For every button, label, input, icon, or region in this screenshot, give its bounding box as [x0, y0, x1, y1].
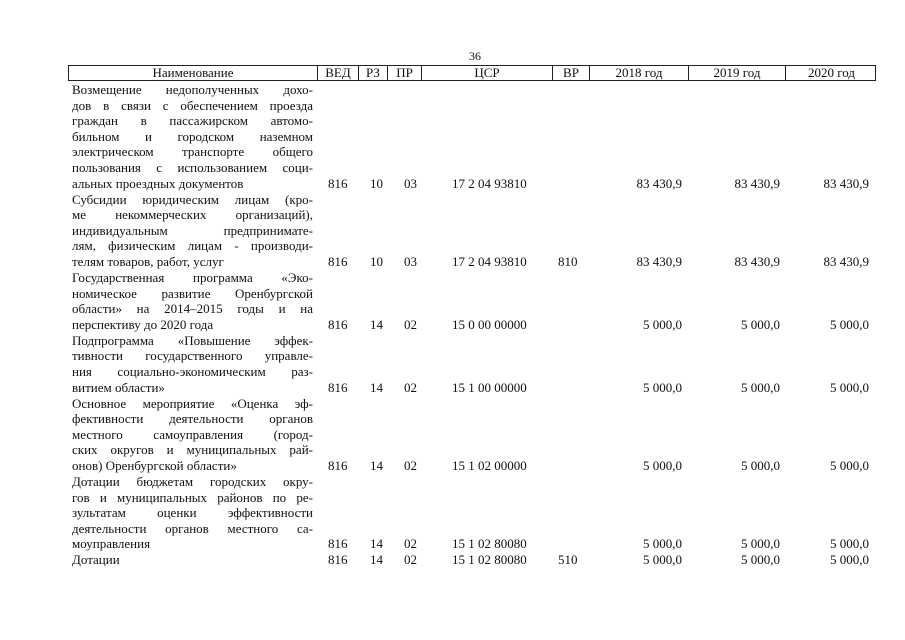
row-name-line: Государственная программа «Эко-: [72, 270, 313, 285]
cell-rz: 14: [370, 536, 383, 552]
row-name-line: области» на 2014–2015 годы и на: [72, 301, 313, 317]
table-row: [0, 552, 905, 568]
row-name-line: ских округов и муниципальных рай-: [72, 442, 313, 458]
cell-2019: 5 000,0: [741, 316, 780, 332]
cell-vr: 810: [558, 253, 578, 269]
row-name-line: Дотации: [72, 552, 120, 568]
header-pr: ПР: [388, 66, 422, 80]
row-name-line: Дотации бюджетам городских окру-: [72, 474, 313, 489]
cell-2019: 5 000,0: [741, 552, 780, 568]
cell-2020: 5 000,0: [830, 457, 869, 473]
row-name-line: деятельности органов местного са-: [72, 520, 313, 536]
cell-2020: 5 000,0: [830, 379, 869, 395]
cell-2019: 5 000,0: [741, 536, 780, 552]
cell-csr: 17 2 04 93810: [452, 253, 527, 269]
row-name-line: телям товаров, работ, услуг: [72, 253, 224, 269]
header-ved: ВЕД: [318, 66, 359, 80]
cell-2018: 5 000,0: [643, 552, 682, 568]
cell-csr: 15 1 02 80080: [452, 552, 527, 568]
cell-pr: 03: [404, 253, 417, 269]
cell-csr: 15 1 00 00000: [452, 379, 527, 395]
row-name-line: индивидуальным предпринимате-: [72, 222, 313, 238]
cell-ved: 816: [328, 552, 348, 568]
cell-2018: 5 000,0: [643, 316, 682, 332]
row-name-line: лям, физическим лицам - производи-: [72, 238, 313, 254]
row-name: [72, 333, 313, 395]
cell-ved: 816: [328, 175, 348, 191]
row-name-line: номическое развитие Оренбургской: [72, 285, 313, 301]
row-name-line: тивности государственного управле-: [72, 348, 313, 364]
cell-rz: 10: [370, 253, 383, 269]
row-name: [72, 270, 313, 332]
row-name-line: Основное мероприятие «Оценка эф-: [72, 395, 313, 411]
cell-csr: 15 1 02 80080: [452, 536, 527, 552]
cell-rz: 14: [370, 316, 383, 332]
cell-2018: 5 000,0: [643, 379, 682, 395]
table-row: [0, 82, 905, 191]
row-name-line: дов в связи с обеспечением проезда: [72, 97, 313, 113]
cell-ved: 816: [328, 379, 348, 395]
cell-rz: 14: [370, 457, 383, 473]
header-csr: ЦСР: [422, 66, 553, 80]
cell-2020: 5 000,0: [830, 316, 869, 332]
cell-csr: 15 0 00 00000: [452, 316, 527, 332]
header-vr: ВР: [553, 66, 590, 80]
cell-2019: 83 430,9: [734, 253, 780, 269]
row-name-line: моуправления: [72, 536, 151, 552]
row-name-line: Подпрограмма «Повышение эффек-: [72, 332, 313, 348]
header-2018: 2018 год: [590, 66, 689, 80]
table-row: [0, 270, 905, 332]
cell-pr: 03: [404, 175, 417, 191]
row-name: [72, 192, 313, 270]
row-name-line: ме некоммерческих организаций),: [72, 207, 313, 223]
cell-pr: 02: [404, 536, 417, 552]
row-name-line: перспективу до 2020 года: [72, 316, 214, 332]
cell-rz: 10: [370, 175, 383, 191]
cell-ved: 816: [328, 536, 348, 552]
cell-pr: 02: [404, 316, 417, 332]
cell-2018: 83 430,9: [636, 175, 682, 191]
row-name-line: бильном и городском наземном: [72, 128, 313, 144]
row-name-line: ния социально-экономическим раз-: [72, 363, 313, 379]
row-name-line: гов и муниципальных районов по ре-: [72, 489, 313, 505]
cell-2019: 5 000,0: [741, 379, 780, 395]
cell-csr: 17 2 04 93810: [452, 175, 527, 191]
cell-ved: 816: [328, 316, 348, 332]
table-row: [0, 474, 905, 552]
cell-2020: 83 430,9: [823, 175, 869, 191]
row-name-line: Субсидии юридическим лицам (кро-: [72, 191, 313, 207]
row-name: [72, 82, 313, 191]
header-2019: 2019 год: [689, 66, 786, 80]
row-name-line: альных проездных документов: [72, 175, 244, 191]
table-row: [0, 396, 905, 474]
row-name-line: онов) Оренбургской области»: [72, 457, 237, 473]
page-number: 36: [469, 49, 481, 63]
row-name-line: зультатам оценки эффективности: [72, 505, 313, 521]
cell-rz: 14: [370, 379, 383, 395]
cell-ved: 816: [328, 457, 348, 473]
cell-pr: 02: [404, 379, 417, 395]
cell-2018: 5 000,0: [643, 536, 682, 552]
cell-2020: 5 000,0: [830, 536, 869, 552]
row-name-line: местного самоуправления (город-: [72, 426, 313, 442]
cell-2019: 83 430,9: [734, 175, 780, 191]
table-row: [0, 333, 905, 395]
header-name: Наименование: [69, 66, 318, 80]
cell-2020: 83 430,9: [823, 253, 869, 269]
cell-vr: 510: [558, 552, 578, 568]
row-name: [72, 396, 313, 474]
cell-pr: 02: [404, 457, 417, 473]
cell-rz: 14: [370, 552, 383, 568]
cell-2018: 5 000,0: [643, 457, 682, 473]
row-name-line: витием области»: [72, 379, 165, 395]
cell-2018: 83 430,9: [636, 253, 682, 269]
table-header: [68, 65, 876, 81]
header-2020: 2020 год: [808, 65, 855, 80]
cell-pr: 02: [404, 552, 417, 568]
cell-2019: 5 000,0: [741, 457, 780, 473]
row-name-line: Возмещение недополученных дохо-: [72, 82, 313, 97]
row-name-line: пользования с использованием соци-: [72, 159, 313, 175]
cell-csr: 15 1 02 00000: [452, 457, 527, 473]
row-name-line: фективности деятельности органов: [72, 411, 313, 427]
row-name-line: электрическом транспорте общего: [72, 144, 313, 160]
row-name-line: граждан в пассажирском автомо-: [72, 113, 313, 129]
row-name: [72, 552, 313, 568]
cell-2020: 5 000,0: [830, 552, 869, 568]
header-rz: РЗ: [359, 66, 388, 80]
table-row: [0, 192, 905, 270]
row-name: [72, 474, 313, 552]
cell-ved: 816: [328, 253, 348, 269]
